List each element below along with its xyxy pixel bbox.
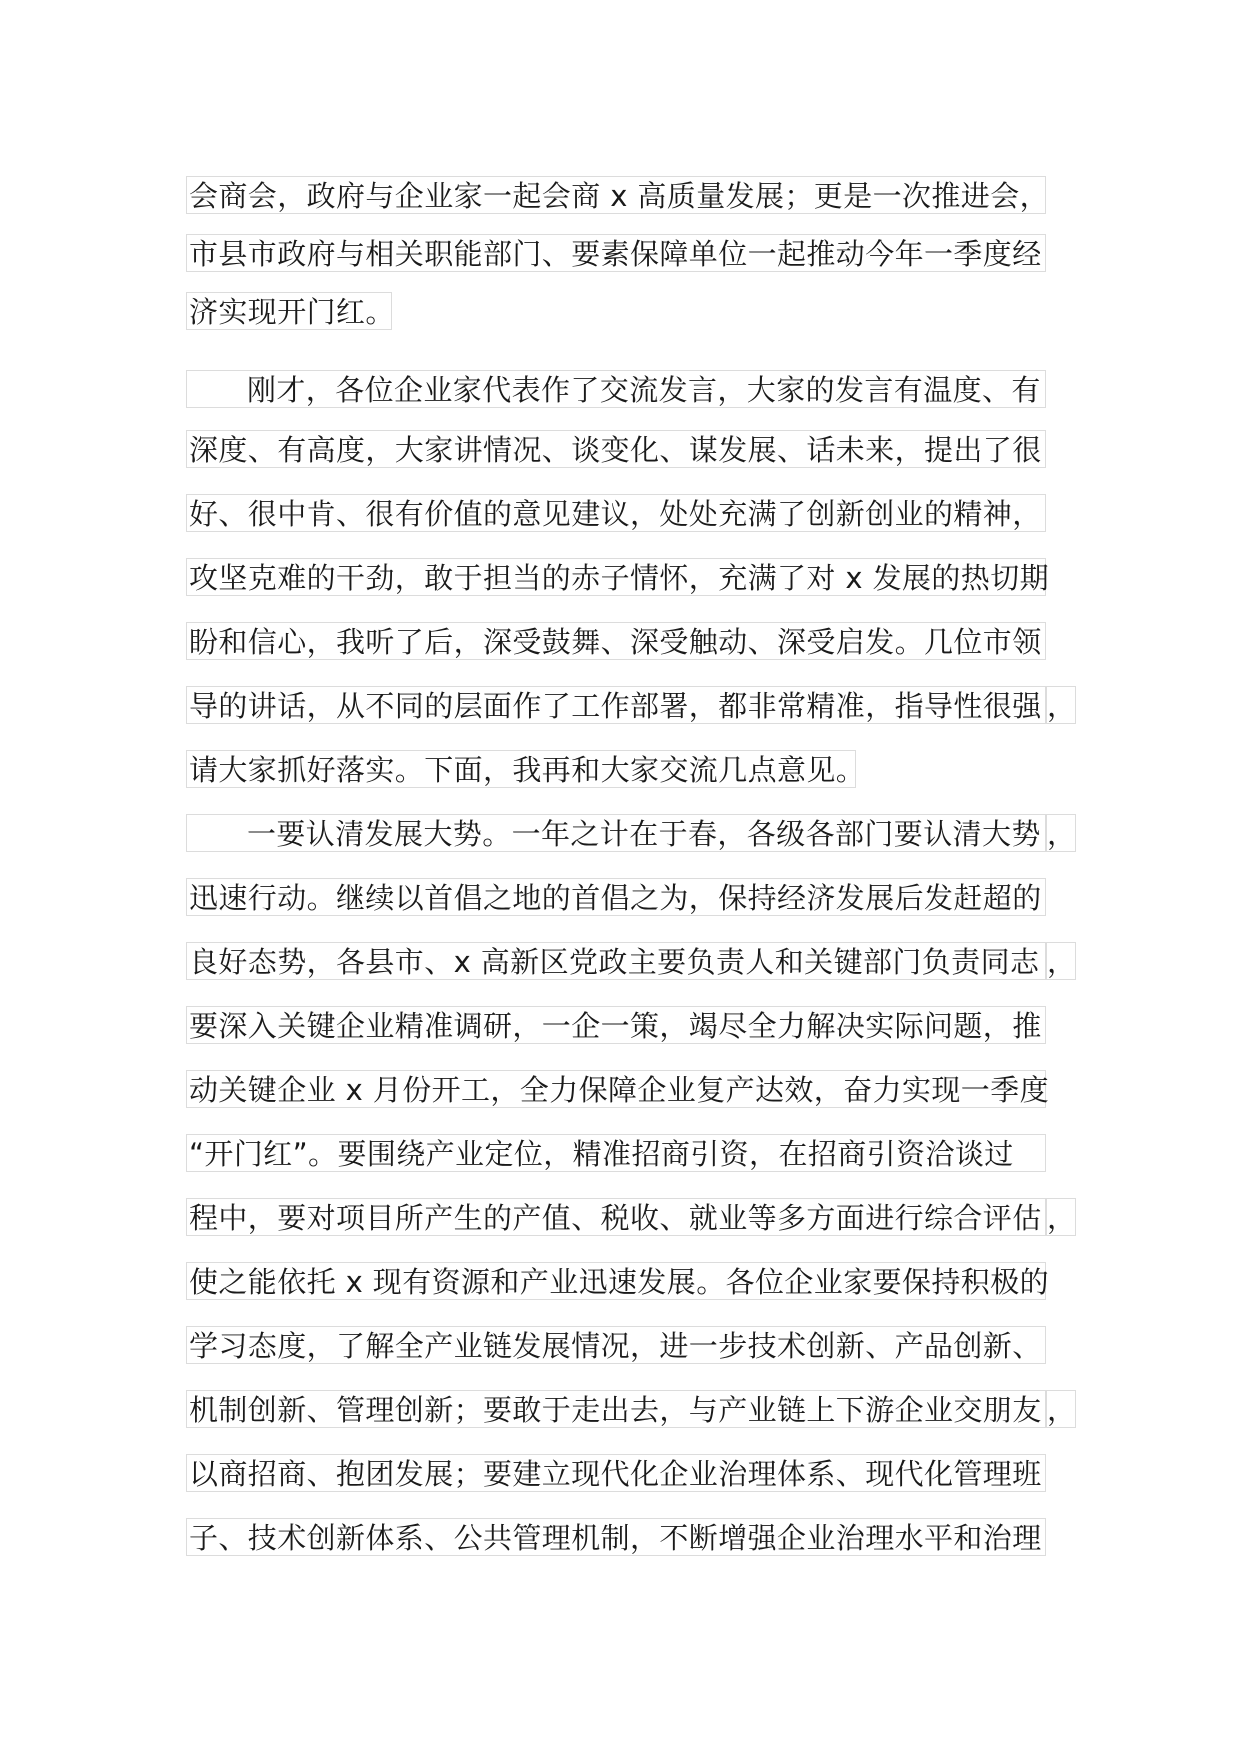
- text-line: 迅速行动。继续以首倡之地的首倡之为，保持经济发展后发赶超的: [186, 878, 1046, 916]
- text-line: 程中，要对项目所产生的产值、税收、就业等多方面进行综合评估: [186, 1198, 1046, 1236]
- text-line: 机制创新、管理创新；要敢于走出去，与产业链上下游企业交朋友: [186, 1390, 1046, 1428]
- text-line: 导的讲话，从不同的层面作了工作部署，都非常精准，指导性很强: [186, 686, 1046, 724]
- text-line: 良好态势，各县市、x 高新区党政主要负责人和关键部门负责同志: [186, 942, 1046, 980]
- text-line: 学习态度，了解全产业链发展情况，进一步技术创新、产品创新、: [186, 1326, 1046, 1364]
- text-line: “开门红”。要围绕产业定位，精准招商引资，在招商引资洽谈过: [186, 1134, 1046, 1172]
- trailing-comma: ，: [1046, 1198, 1076, 1236]
- text-line: 盼和信心，我听了后，深受鼓舞、深受触动、深受启发。几位市领: [186, 622, 1046, 660]
- text-line: 好、很中肯、很有价值的意见建议，处处充满了创新创业的精神，: [186, 494, 1046, 532]
- text-line: 要深入关键企业精准调研，一企一策，竭尽全力解决实际问题，推: [186, 1006, 1046, 1044]
- text-line: 请大家抓好落实。下面，我再和大家交流几点意见。: [186, 750, 856, 788]
- text-line: 济实现开门红。: [186, 292, 392, 330]
- trailing-comma: ，: [1046, 942, 1076, 980]
- text-line: 以商招商、抱团发展；要建立现代化企业治理体系、现代化管理班: [186, 1454, 1046, 1492]
- text-line: 深度、有高度，大家讲情况、谈变化、谋发展、话未来，提出了很: [186, 430, 1046, 468]
- text-line: 动关键企业 x 月份开工，全力保障企业复产达效，奋力实现一季度: [186, 1070, 1046, 1108]
- trailing-comma: ，: [1046, 686, 1076, 724]
- text-line: 子、技术创新体系、公共管理机制，不断增强企业治理水平和治理: [186, 1518, 1046, 1556]
- text-line: 会商会，政府与企业家一起会商 x 高质量发展；更是一次推进会，: [186, 176, 1046, 214]
- paragraph-first-line: 一要认清发展大势。一年之计在于春，各级各部门要认清大势: [186, 814, 1046, 852]
- text-line: 市县市政府与相关职能部门、要素保障单位一起推动今年一季度经: [186, 234, 1046, 272]
- text-line: 使之能依托 x 现有资源和产业迅速发展。各位企业家要保持积极的: [186, 1262, 1046, 1300]
- trailing-comma: ，: [1046, 814, 1076, 852]
- paragraph-first-line: 刚才，各位企业家代表作了交流发言，大家的发言有温度、有: [186, 370, 1046, 408]
- trailing-comma: ，: [1046, 1390, 1076, 1428]
- text-line: 攻坚克难的干劲，敢于担当的赤子情怀，充满了对 x 发展的热切期: [186, 558, 1046, 596]
